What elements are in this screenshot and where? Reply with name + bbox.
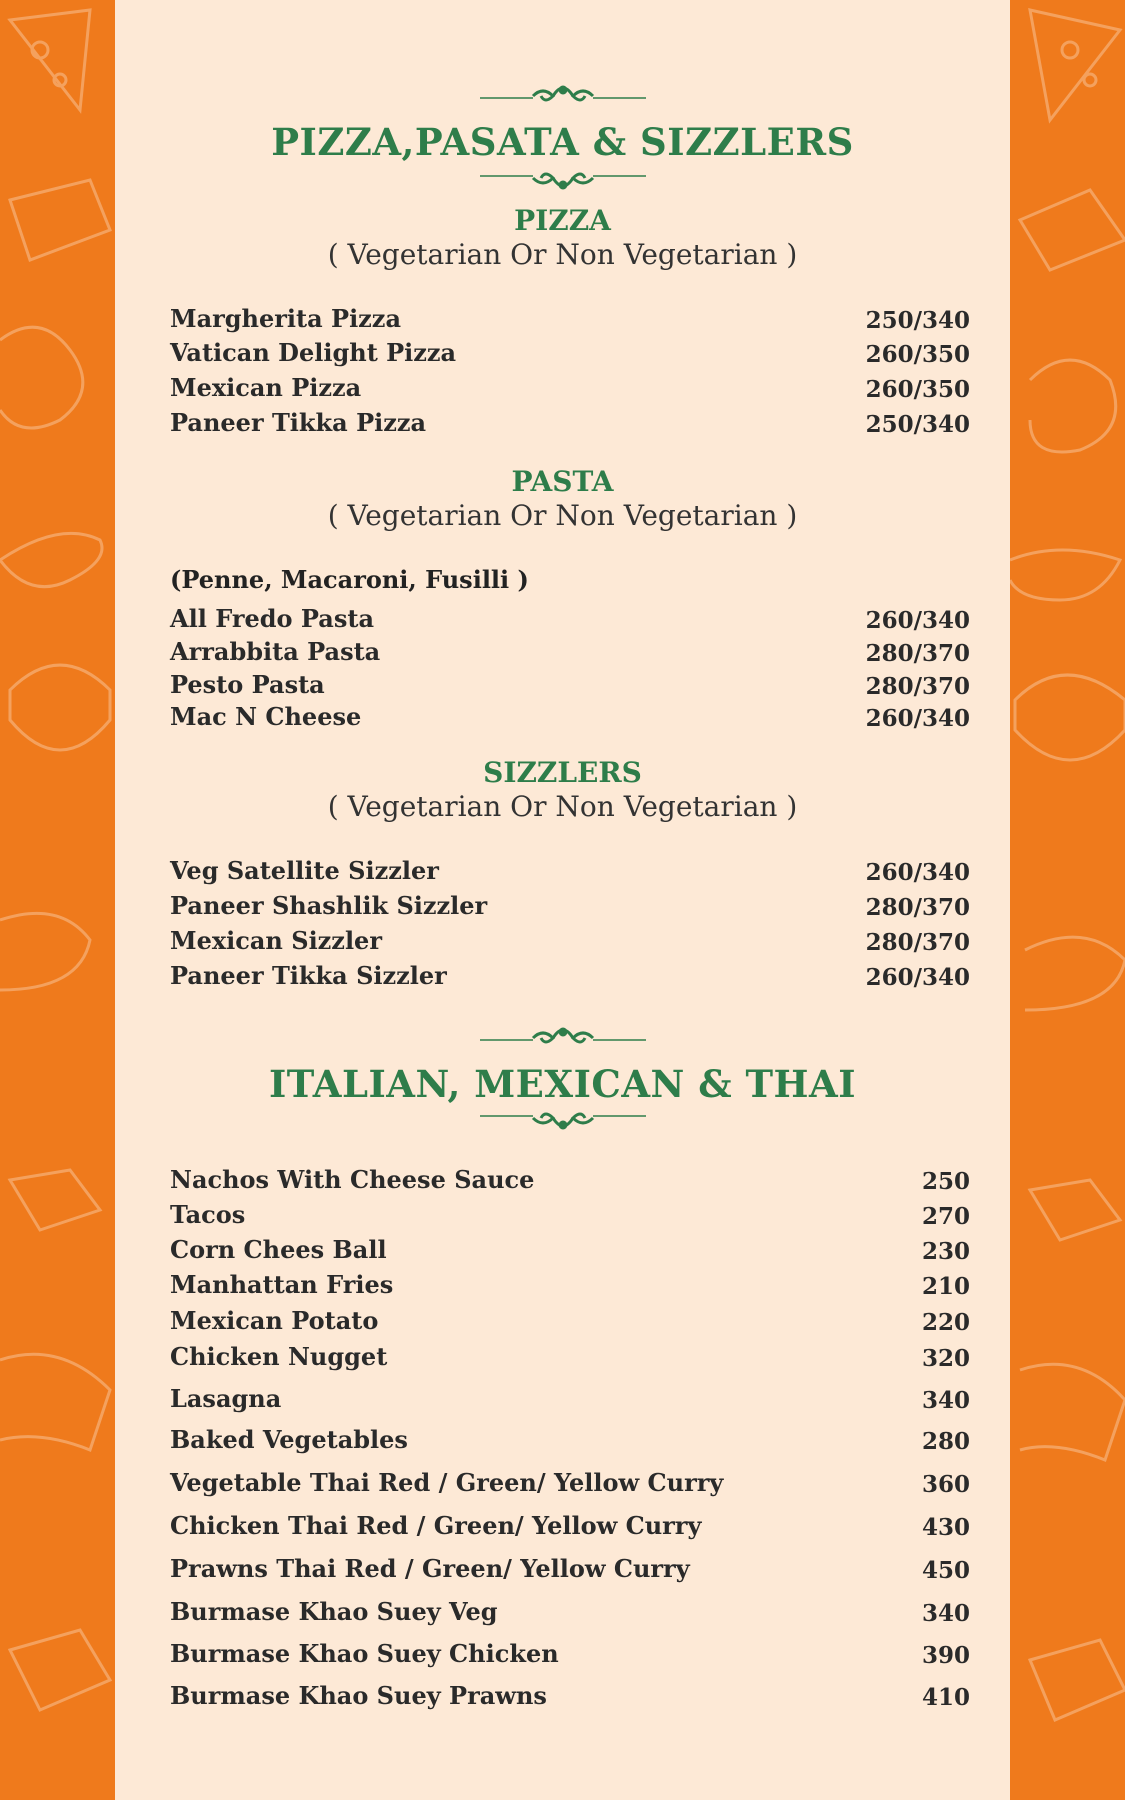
menu-item (170, 338, 970, 372)
menu-item (170, 856, 970, 890)
flourish-ornament-icon (478, 1108, 648, 1134)
menu-item-price: 260/350 (865, 341, 970, 368)
menu-item (170, 1554, 970, 1588)
menu-item-name: Manhattan Fries (170, 1270, 394, 1299)
section-title-pizza-pasta-sizzlers: PIZZA,PASATA & SIZZLERS (271, 120, 854, 164)
menu-item-price: 250/340 (865, 307, 970, 334)
menu-item-name: Vatican Delight Pizza (170, 338, 457, 367)
menu-item-name: Burmase Khao Suey Veg (170, 1597, 498, 1626)
menu-item-price: 250/340 (865, 411, 970, 438)
menu-item-name: All Fredo Pasta (170, 604, 374, 633)
menu-item-price: 220 (921, 1309, 970, 1336)
menu-item-name: Tacos (170, 1200, 246, 1229)
menu-item-name: Margherita Pizza (170, 304, 401, 333)
menu-item-name: Burmase Khao Suey Prawns (170, 1681, 547, 1710)
menu-item-name: Burmase Khao Suey Chicken (170, 1639, 559, 1668)
menu-item-name: Chicken Nugget (170, 1342, 388, 1371)
menu-item-name: Nachos With Cheese Sauce (170, 1165, 535, 1194)
menu-item-name: Chicken Thai Red / Green/ Yellow Curry (170, 1511, 702, 1540)
menu-item-name: Mexican Sizzler (170, 926, 382, 955)
title-underline-ornament (115, 168, 1010, 194)
menu-item-price: 280/370 (865, 673, 970, 700)
flourish-ornament-icon (478, 1024, 648, 1050)
menu-item-price: 410 (921, 1684, 970, 1711)
menu-item (170, 1468, 970, 1502)
menu-item-price: 270 (921, 1203, 970, 1230)
menu-item-name: Baked Vegetables (170, 1425, 408, 1454)
menu-item (170, 408, 970, 442)
menu-item (170, 373, 970, 407)
menu-item (170, 1306, 970, 1340)
pizza-subheading: ( Vegetarian Or Non Vegetarian ) (327, 238, 798, 271)
menu-item-name: Corn Chees Ball (170, 1235, 387, 1264)
menu-item (170, 891, 970, 925)
menu-item-name: Paneer Shashlik Sizzler (170, 891, 488, 920)
menu-item (170, 304, 970, 338)
pasta-heading: PASTA (511, 465, 614, 498)
menu-item-price: 260/340 (865, 607, 970, 634)
menu-panel (115, 0, 1010, 1800)
menu-item (170, 961, 970, 995)
menu-item (170, 702, 970, 736)
menu-item-name: Lasagna (170, 1384, 282, 1413)
menu-item (170, 670, 970, 704)
menu-item-price: 360 (921, 1471, 970, 1498)
menu-item-price: 280/370 (865, 894, 970, 921)
menu-item (170, 1597, 970, 1631)
menu-item-name: Mexican Pizza (170, 373, 362, 402)
menu-item (170, 1200, 970, 1234)
menu-item-price: 230 (921, 1238, 970, 1265)
sizzlers-heading: SIZZLERS (483, 756, 642, 789)
food-doodle-pattern-icon (1010, 0, 1125, 1800)
section-title-italian-mexican-thai: ITALIAN, MEXICAN & THAI (268, 1062, 857, 1106)
menu-item-name: Paneer Tikka Pizza (170, 408, 427, 437)
top-ornament (115, 82, 1010, 108)
menu-item (170, 1165, 970, 1199)
sizzlers-subheading: ( Vegetarian Or Non Vegetarian ) (327, 790, 798, 823)
menu-item-price: 260/340 (865, 705, 970, 732)
menu-item (170, 1425, 970, 1459)
menu-item-name: Mac N Cheese (170, 702, 362, 731)
menu-item-price: 430 (921, 1514, 970, 1541)
menu-item-name: Veg Satellite Sizzler (170, 856, 439, 885)
menu-item-name: Arrabbita Pasta (170, 637, 381, 666)
menu-item (170, 1639, 970, 1673)
menu-item-name: Paneer Tikka Sizzler (170, 961, 447, 990)
menu-item (170, 1681, 970, 1715)
menu-item-price: 450 (921, 1557, 970, 1584)
menu-item (170, 1384, 970, 1418)
menu-item-price: 250 (921, 1168, 970, 1195)
menu-item-price: 260/340 (865, 859, 970, 886)
left-decorative-border (0, 0, 115, 1800)
right-decorative-border (1010, 0, 1125, 1800)
menu-item (170, 1342, 970, 1376)
food-doodle-pattern-icon (0, 0, 115, 1800)
menu-item-price: 280/370 (865, 640, 970, 667)
pasta-types-note: (Penne, Macaroni, Fusilli ) (170, 565, 529, 594)
menu-item-price: 340 (921, 1600, 970, 1627)
menu-item (170, 1270, 970, 1304)
menu-item-price: 260/340 (865, 964, 970, 991)
menu-item-name: Prawns Thai Red / Green/ Yellow Curry (170, 1554, 690, 1583)
menu-item-price: 210 (921, 1273, 970, 1300)
menu-item-price: 390 (921, 1642, 970, 1669)
section2-top-ornament (115, 1024, 1010, 1050)
menu-item-price: 340 (921, 1387, 970, 1414)
menu-item-price: 280/370 (865, 929, 970, 956)
pizza-heading: PIZZA (514, 204, 611, 237)
menu-item-name: Vegetable Thai Red / Green/ Yellow Curry (170, 1468, 724, 1497)
menu-item (170, 637, 970, 671)
menu-item (170, 1235, 970, 1269)
flourish-ornament-icon (478, 82, 648, 108)
pasta-subheading: ( Vegetarian Or Non Vegetarian ) (327, 499, 798, 532)
menu-item-name: Mexican Potato (170, 1306, 379, 1335)
menu-item (170, 1511, 970, 1545)
section2-underline-ornament (115, 1108, 1010, 1134)
menu-item-price: 280 (921, 1428, 970, 1455)
menu-item-name: Pesto Pasta (170, 670, 325, 699)
menu-item-price: 260/350 (865, 376, 970, 403)
menu-item (170, 604, 970, 638)
menu-item (170, 926, 970, 960)
flourish-ornament-icon (478, 168, 648, 194)
menu-item-price: 320 (921, 1345, 970, 1372)
